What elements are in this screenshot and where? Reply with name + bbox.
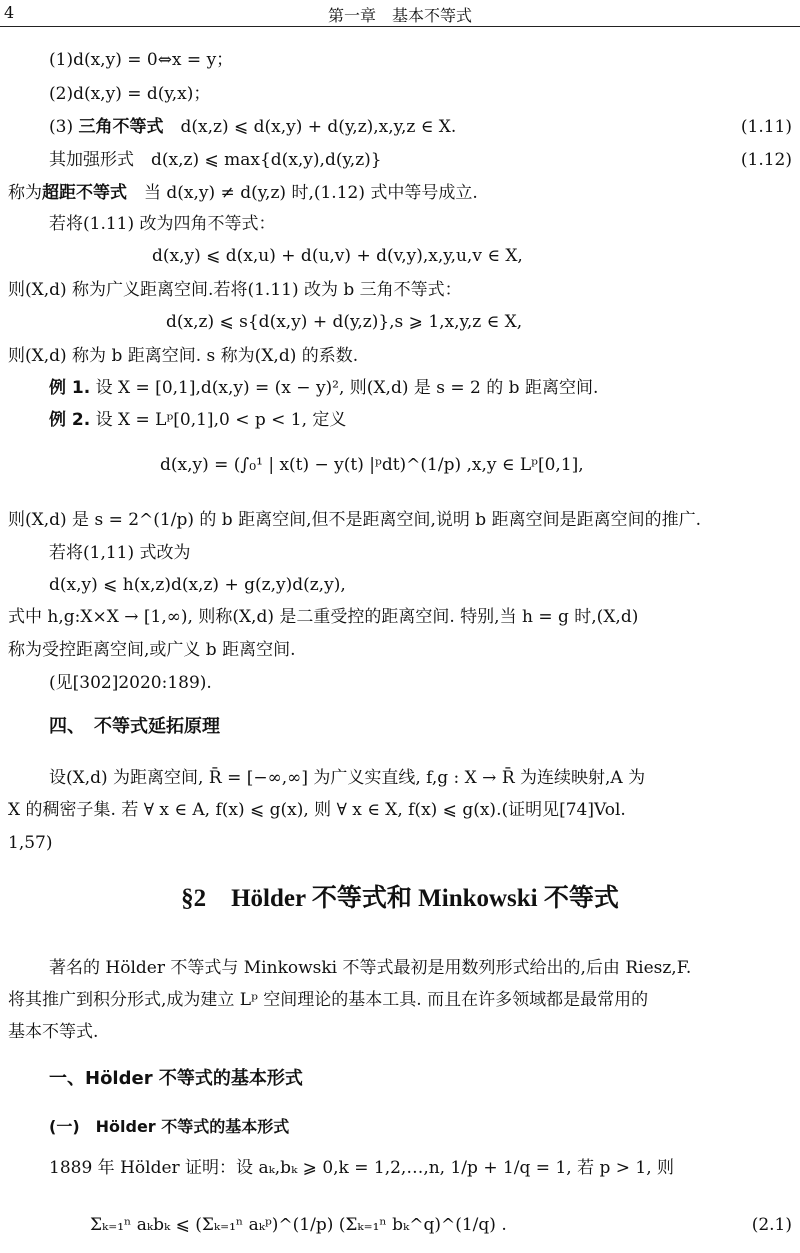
extension-principle-line-1: 设(X,d) 为距离空间, R̄ = [−∞,∞] 为广义实直线, f,g : X → R̄ 为连续映射,A 为 — [49, 768, 646, 788]
ultrametric-term: 超距不等式 — [42, 183, 127, 203]
quad-inequality: d(x,y) ⩽ d(x,u) + d(u,v) + d(v,y),x,y,u,v ∈ X, — [152, 246, 523, 266]
subsubsection-title: (一) Hölder 不等式的基本形式 — [49, 1117, 290, 1136]
extension-principle-line-2: X 的稠密子集. 若 ∀ x ∈ A, f(x) ⩽ g(x), 则 ∀ x ∈ X, f(x) ⩽ g(x).(证明见[74]Vol. — [8, 800, 626, 820]
example-1-text: 设 X = [0,1],d(x,y) = (x − y)², 则(X,d) 是 s = 2 的 b 距离空间. — [90, 378, 599, 398]
intro-line-2: 将其推广到积分形式,成为建立 Lᵖ 空间理论的基本工具. 而且在许多领域都是最常用的 — [8, 990, 649, 1010]
quad-intro: 若将(1.11) 改为四角不等式： — [49, 214, 276, 234]
ultrametric-post: 当 d(x,y) ≠ d(y,z) 时,(1.12) 式中等号成立. — [127, 183, 478, 203]
axiom-1: (1)d(x,y) = 0⇔x = y； — [49, 50, 234, 70]
generalized-metric-line: 则(X,d) 称为广义距离空间.若将(1.11) 改为 b 三角不等式： — [8, 280, 462, 300]
example-1-label: 例 1. — [49, 378, 91, 398]
example-2-label: 例 2. — [49, 410, 91, 430]
example-2-text: 设 X = Lᵖ[0,1],0 < p < 1, 定义 — [90, 410, 347, 430]
b-triangle-inequality: d(x,z) ⩽ s{d(x,y) + d(y,z)},s ⩾ 1,x,y,z ∈ X, — [166, 312, 523, 332]
ultrametric-line — [8, 183, 478, 203]
intro-line-1: 著名的 Hölder 不等式与 Minkowski 不等式最初是用数列形式给出的,后由 Riesz,F. — [49, 958, 692, 978]
example-1 — [49, 378, 598, 398]
chapter-section-title: §2 Hölder 不等式和 Minkowski 不等式 — [181, 885, 619, 912]
page-header — [0, 0, 800, 27]
running-head: 第一章 基本不等式 — [327, 6, 472, 25]
equation-number-1-11: (1.11) — [740, 117, 792, 137]
controlled-definition: 式中 h,g:X×X → [1,∞), 则称(X,d) 是二重受控的距离空间. 特别,当 h = g 时,(X,d) — [8, 607, 639, 627]
example-2 — [49, 410, 346, 430]
ultrametric-pre: 称为 — [8, 183, 42, 203]
strengthened-form: 其加强形式 d(x,z) ⩽ max{d(x,y),d(y,z)} — [49, 150, 382, 170]
equation-number-1-12: (1.12) — [740, 150, 792, 170]
axiom-2: (2)d(x,y) = d(y,x)； — [49, 84, 211, 104]
axiom-3-formula: d(x,z) ⩽ d(x,y) + d(y,z),x,y,z ∈ X. — [163, 117, 457, 137]
controlled-inequality: d(x,y) ⩽ h(x,z)d(x,z) + g(z,y)d(z,y), — [49, 575, 346, 595]
subsection-title: 一、Hölder 不等式的基本形式 — [49, 1068, 303, 1089]
holder-statement: 1889 年 Hölder 证明：设 aₖ,bₖ ⩾ 0,k = 1,2,…,n, 1/p + 1/q = 1, 若 p > 1, 则 — [49, 1158, 675, 1178]
citation: (见[302]2020:189). — [49, 673, 212, 693]
controlled-definition-cont: 称为受控距离空间,或广义 b 距离空间. — [8, 640, 296, 660]
b-metric-line: 则(X,d) 称为 b 距离空间. s 称为(X,d) 的系数. — [8, 346, 359, 366]
axiom-3-label: (3) — [49, 117, 79, 137]
holder-inequality: Σₖ₌₁ⁿ aₖbₖ ⩽ (Σₖ₌₁ⁿ aₖᵖ)^(1/p) (Σₖ₌₁ⁿ bₖ^q)^(1/q) . — [90, 1215, 507, 1235]
extension-principle-line-3: 1,57) — [8, 833, 53, 853]
intro-line-3: 基本不等式. — [8, 1022, 99, 1042]
controlled-intro: 若将(1,11) 式改为 — [49, 543, 191, 563]
section-4-title: 四、 不等式延拓原理 — [49, 716, 220, 737]
equation-number-2-1: (2.1) — [751, 1215, 792, 1235]
b-metric-generalization: 则(X,d) 是 s = 2^(1/p) 的 b 距离空间,但不是距离空间,说明 b 距离空间是距离空间的推广. — [8, 510, 701, 530]
page-number: 4 — [4, 3, 15, 22]
axiom-3 — [49, 117, 456, 137]
lp-metric-formula: d(x,y) = (∫₀¹ | x(t) − y(t) |ᵖdt)^(1/p) ,x,y ∈ Lᵖ[0,1], — [160, 455, 584, 475]
triangle-inequality-term: 三角不等式 — [78, 117, 164, 137]
